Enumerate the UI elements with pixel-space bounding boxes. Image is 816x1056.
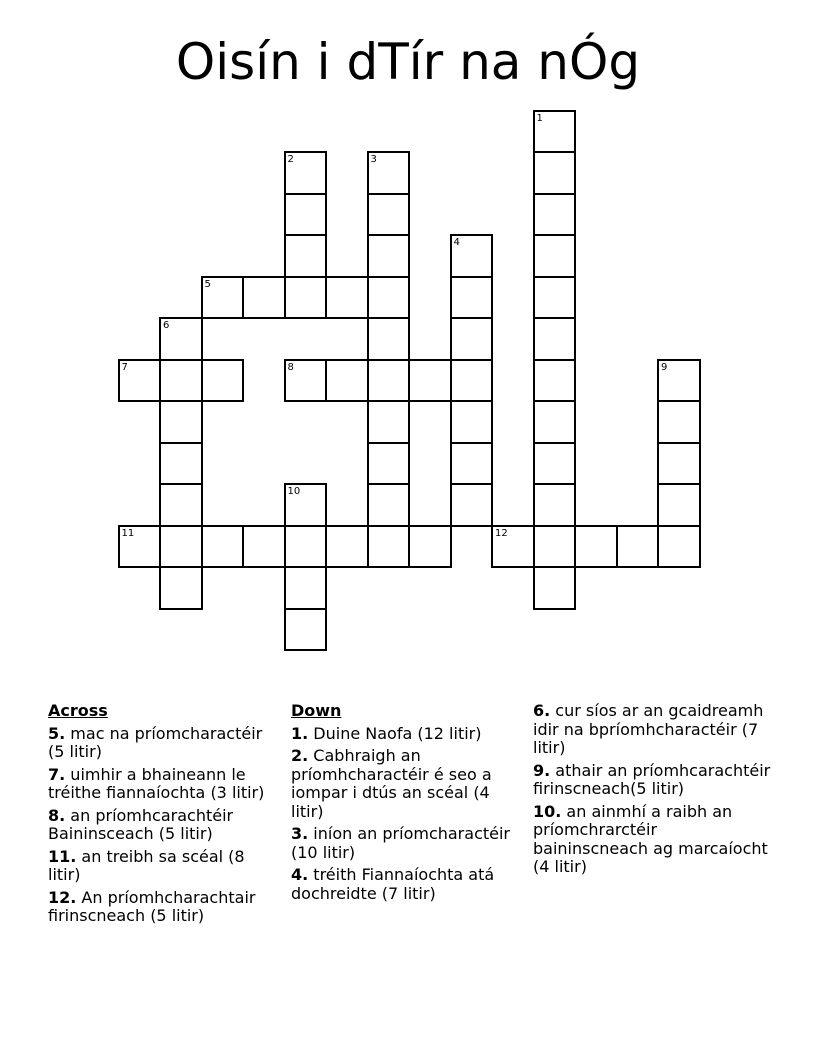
grid-cell[interactable] <box>657 400 701 444</box>
clue-item <box>291 825 516 862</box>
grid-cell[interactable] <box>367 400 411 444</box>
grid-cell[interactable] <box>201 359 245 403</box>
grid-cell[interactable] <box>284 525 328 569</box>
grid-cell[interactable] <box>657 359 701 403</box>
grid-cell[interactable] <box>325 359 369 403</box>
grid-cell[interactable] <box>533 317 577 361</box>
down-clues <box>291 702 516 907</box>
grid-cell[interactable] <box>533 110 577 154</box>
clue-item <box>48 889 280 926</box>
grid-cell[interactable] <box>159 400 203 444</box>
clue-text: an príomhcarachtéir Baininsceach (5 litir) <box>48 805 234 843</box>
clue-text: cur síos ar an gcaidreamh idir na bpríomhcharactéir (7 litir) <box>533 701 764 757</box>
clue-text: iníon an príomcharactéir (10 litir) <box>291 824 510 862</box>
clue-num: 11. <box>48 846 77 866</box>
grid-cell[interactable] <box>450 317 494 361</box>
grid-cell[interactable] <box>450 234 494 278</box>
clue-text: mac na príomcharactéir (5 litir) <box>48 723 263 761</box>
grid-cell[interactable] <box>159 525 203 569</box>
grid-cell[interactable] <box>284 151 328 195</box>
grid-cell[interactable] <box>533 151 577 195</box>
grid-cell[interactable] <box>201 276 245 320</box>
grid-cell[interactable] <box>242 276 286 320</box>
grid-cell[interactable] <box>284 234 328 278</box>
across-clue-list <box>48 725 280 926</box>
clue-number: 5 <box>204 278 211 290</box>
puzzle-title: Oisín i dTír na nÓg <box>175 33 641 91</box>
grid-cell[interactable] <box>533 442 577 486</box>
grid-cell[interactable] <box>367 234 411 278</box>
clue-text: tréith Fiannaíochta atá dochreidte (7 litir) <box>291 865 495 903</box>
grid-cell[interactable] <box>367 276 411 320</box>
grid-cell[interactable] <box>367 359 411 403</box>
grid-cell[interactable] <box>616 525 660 569</box>
grid-cell[interactable] <box>284 276 328 320</box>
grid-cell[interactable] <box>408 359 452 403</box>
clue-text: athair an príomhcarachtéir firinscneach(5 litir) <box>533 760 771 798</box>
clue-item <box>48 766 280 803</box>
clue-num: 1. <box>291 723 309 743</box>
grid-cell[interactable] <box>574 525 618 569</box>
clue-num: 2. <box>291 746 309 765</box>
clue-number: 4 <box>453 237 460 248</box>
grid-cell[interactable] <box>657 483 701 527</box>
grid-cell[interactable] <box>118 525 162 569</box>
down-clue-list <box>291 725 516 904</box>
grid-cell[interactable] <box>284 566 328 610</box>
clue-text: An príomhcharachtair firinscneach (5 litir) <box>48 887 256 925</box>
clue-number: 7 <box>121 361 128 373</box>
grid-cell[interactable] <box>284 359 328 403</box>
grid-cell[interactable] <box>450 276 494 320</box>
clue-number: 6 <box>163 320 170 331</box>
grid-cell[interactable] <box>325 525 369 569</box>
grid-cell[interactable] <box>159 483 203 527</box>
down-clues-continued <box>533 702 771 881</box>
clue-num: 3. <box>291 824 309 843</box>
clue-item <box>291 866 516 903</box>
grid-cell[interactable] <box>657 525 701 569</box>
grid-cell[interactable] <box>284 193 328 237</box>
grid-cell[interactable] <box>325 276 369 320</box>
clue-number: 2 <box>287 154 294 165</box>
clue-num: 7. <box>48 764 66 784</box>
clue-num: 5. <box>48 723 66 743</box>
grid-cell[interactable] <box>367 442 411 486</box>
clue-num: 10. <box>533 801 562 821</box>
grid-cell[interactable] <box>657 442 701 486</box>
down-clue-list-continued <box>533 702 771 877</box>
clue-num: 12. <box>48 887 77 907</box>
grid-cell[interactable] <box>533 483 577 527</box>
grid-cell[interactable] <box>367 525 411 569</box>
clue-item <box>533 702 771 758</box>
grid-cell[interactable] <box>159 359 203 403</box>
grid-cell[interactable] <box>367 151 411 195</box>
down-heading: Down <box>291 701 342 720</box>
clue-number: 11 <box>121 527 135 539</box>
grid-cell[interactable] <box>159 566 203 610</box>
clue-text: an treibh sa scéal (8 litir) <box>48 846 245 884</box>
clue-item <box>533 803 771 877</box>
clue-number: 3 <box>370 154 377 165</box>
clue-item <box>48 807 280 844</box>
clue-item <box>48 848 280 885</box>
grid-cell[interactable] <box>159 442 203 486</box>
clue-number: 12 <box>495 527 508 539</box>
grid-cell[interactable] <box>533 276 577 320</box>
clue-text: uimhir a bhaineann le tréithe fiannaíochta (3 litir) <box>48 764 265 802</box>
grid-cell[interactable] <box>367 193 411 237</box>
grid-cell[interactable] <box>201 525 245 569</box>
grid-cell[interactable] <box>533 359 577 403</box>
clue-item <box>48 725 280 762</box>
across-heading: Across <box>48 701 108 720</box>
grid-cell[interactable] <box>367 483 411 527</box>
grid-cell[interactable] <box>450 359 494 403</box>
clue-item <box>533 762 771 799</box>
grid-cell[interactable] <box>533 234 577 278</box>
clue-text: an ainmhí a raibh an príomchrarctéir baininscneach ag marcaíocht (4 litir) <box>533 801 768 876</box>
grid-cell[interactable] <box>284 483 328 527</box>
grid-cell[interactable] <box>118 359 162 403</box>
clue-number: 10 <box>287 486 301 497</box>
grid-cell[interactable] <box>533 400 577 444</box>
grid-cell[interactable] <box>284 608 328 652</box>
grid-cell[interactable] <box>491 525 535 569</box>
grid-cell[interactable] <box>533 193 577 237</box>
clue-number: 9 <box>661 361 668 373</box>
grid-cell[interactable] <box>533 525 577 569</box>
grid-cell[interactable] <box>242 525 286 569</box>
clue-num: 6. <box>533 701 551 720</box>
clue-item <box>291 725 516 744</box>
clue-num: 4. <box>291 865 309 884</box>
clue-item <box>291 747 516 821</box>
clue-number: 1 <box>536 112 543 124</box>
clue-num: 9. <box>533 760 551 780</box>
clue-text: Cabhraigh an príomhcharactéir é seo a iompar i dtús an scéal (4 litir) <box>291 746 492 821</box>
grid-cell[interactable] <box>367 317 411 361</box>
grid-cell[interactable] <box>450 442 494 486</box>
grid-cell[interactable] <box>159 317 203 361</box>
grid-cell[interactable] <box>450 400 494 444</box>
across-clues <box>48 702 280 930</box>
clue-number: 8 <box>287 361 294 373</box>
grid-cell[interactable] <box>408 525 452 569</box>
clue-text: Duine Naofa (12 litir) <box>308 723 482 743</box>
grid-cell[interactable] <box>450 483 494 527</box>
grid-cell[interactable] <box>533 566 577 610</box>
clue-num: 8. <box>48 805 66 825</box>
